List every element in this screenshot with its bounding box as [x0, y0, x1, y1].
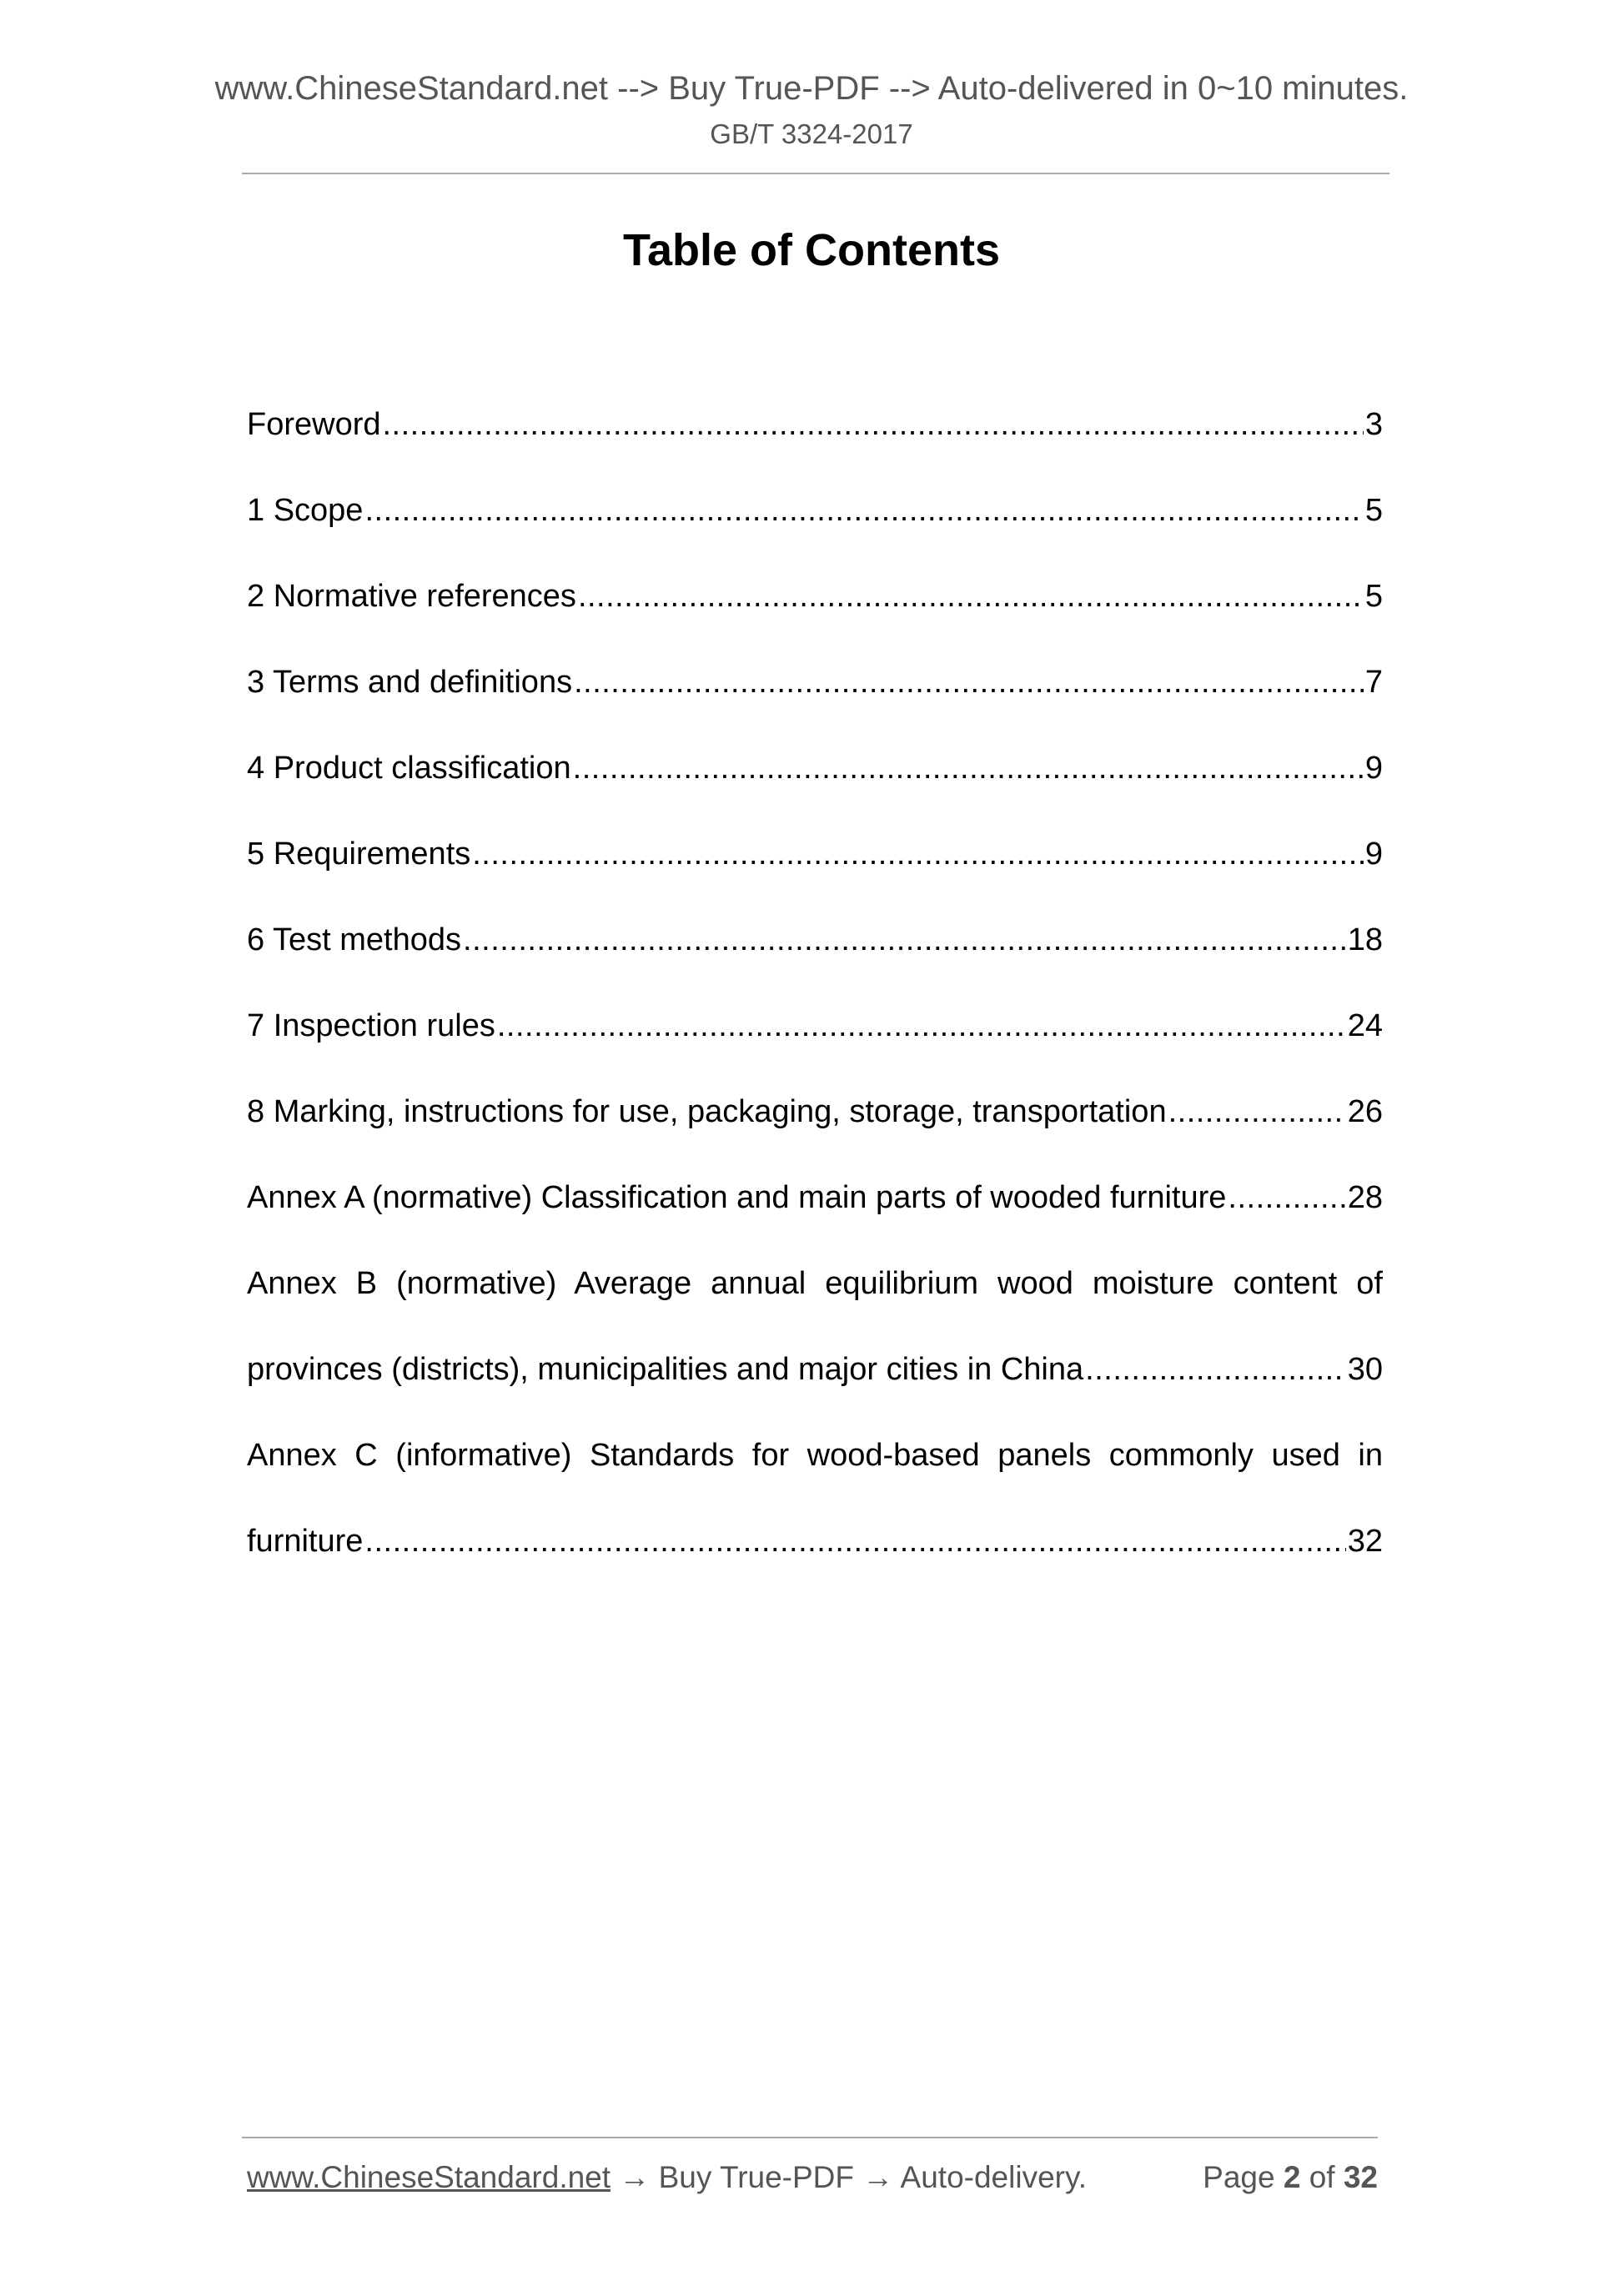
toc-item-inspection-rules[interactable] [247, 960, 1383, 1046]
page-word: Page [1203, 2160, 1275, 2194]
toc-item-page: 5 [1364, 579, 1383, 614]
toc-item-normative-references[interactable] [247, 530, 1383, 616]
site-link[interactable]: www.ChineseStandard.net [247, 2160, 611, 2194]
toc-item-marking[interactable] [247, 1046, 1383, 1132]
toc-item-label: 7 Inspection rules [247, 1008, 495, 1043]
toc-item-label: 2 Normative references [247, 579, 576, 614]
toc-item-label: 3 Terms and definitions [247, 665, 573, 700]
toc-item-page: 24 [1347, 1008, 1383, 1043]
auto-delivery-text: Auto-delivery. [900, 2160, 1088, 2194]
document-id: GB/T 3324-2017 [710, 118, 913, 149]
toc-item-label: Foreword [247, 407, 381, 442]
toc-item-label: 4 Product classification [247, 751, 571, 786]
dot-leader [497, 1006, 1346, 1046]
dot-leader [1228, 1178, 1345, 1218]
toc-item-page: 5 [1364, 493, 1383, 528]
of-word: of [1309, 2160, 1335, 2194]
toc-item-scope[interactable] [247, 445, 1383, 530]
toc-item-page: 30 [1347, 1352, 1383, 1387]
toc-item-label: 6 Test methods [247, 922, 462, 957]
site-banner: www.ChineseStandard.net --> Buy True-PDF --> Auto-delivered in 0~10 minutes. [214, 70, 1409, 107]
dot-leader [578, 576, 1364, 616]
toc-item-page: 28 [1347, 1180, 1383, 1215]
toc-item-product-classification[interactable] [247, 702, 1383, 788]
arrow-icon: → [611, 2160, 659, 2194]
dot-leader [383, 404, 1364, 445]
dot-leader [1085, 1349, 1346, 1389]
footer-links [247, 2157, 1087, 2198]
page-footer [247, 2157, 1378, 2198]
dot-leader [364, 490, 1363, 530]
toc-item-label: 5 Requirements [247, 837, 471, 872]
toc-item-label: 8 Marking, instructions for use, packaging, storage, transportation [247, 1094, 1167, 1129]
dot-leader [472, 834, 1364, 874]
toc-item-label-line1: Annex B (normative) Average annual equilibrium wood moisture content of [247, 1266, 1383, 1301]
buy-pdf-text: Buy True-PDF [658, 2160, 855, 2194]
dot-leader [573, 748, 1364, 788]
toc-item-page: 3 [1364, 407, 1383, 442]
toc-item-foreword[interactable] [247, 359, 1383, 445]
header-divider [242, 173, 1389, 174]
arrow-icon: → [854, 2160, 901, 2194]
toc-item-page: 7 [1364, 665, 1383, 700]
toc-item-requirements[interactable] [247, 788, 1383, 874]
toc-item-label: furniture [247, 1524, 364, 1559]
toc-item-label: 1 Scope [247, 493, 364, 528]
toc-item-page: 32 [1347, 1524, 1383, 1559]
toc-item-annex-a[interactable] [247, 1132, 1383, 1218]
toc-item-page: 9 [1364, 751, 1383, 786]
dot-leader [574, 662, 1364, 702]
toc-list [247, 359, 1383, 1561]
toc-item-test-methods[interactable] [247, 874, 1383, 960]
toc-item-page: 9 [1364, 837, 1383, 872]
current-page: 2 [1283, 2160, 1301, 2194]
toc-item-label: Annex A (normative) Classification and main parts of wooded furniture [247, 1180, 1227, 1215]
toc-item-label-line1: Annex C (informative) Standards for wood-based panels commonly used in [247, 1438, 1383, 1473]
toc-title: Table of Contents [623, 225, 1000, 275]
toc-item-terms-definitions[interactable] [247, 616, 1383, 702]
dot-leader [463, 920, 1346, 960]
footer-divider [242, 2137, 1378, 2138]
page-number [1203, 2157, 1378, 2198]
dot-leader [364, 1521, 1345, 1561]
total-pages: 32 [1343, 2160, 1378, 2194]
toc-item-label: provinces (districts), municipalities and major cities in China [247, 1352, 1084, 1387]
toc-item-annex-b[interactable] [247, 1218, 1383, 1389]
dot-leader [1168, 1092, 1346, 1132]
toc-item-page: 26 [1347, 1094, 1383, 1129]
toc-item-annex-c[interactable] [247, 1389, 1383, 1561]
toc-item-page: 18 [1347, 922, 1383, 957]
